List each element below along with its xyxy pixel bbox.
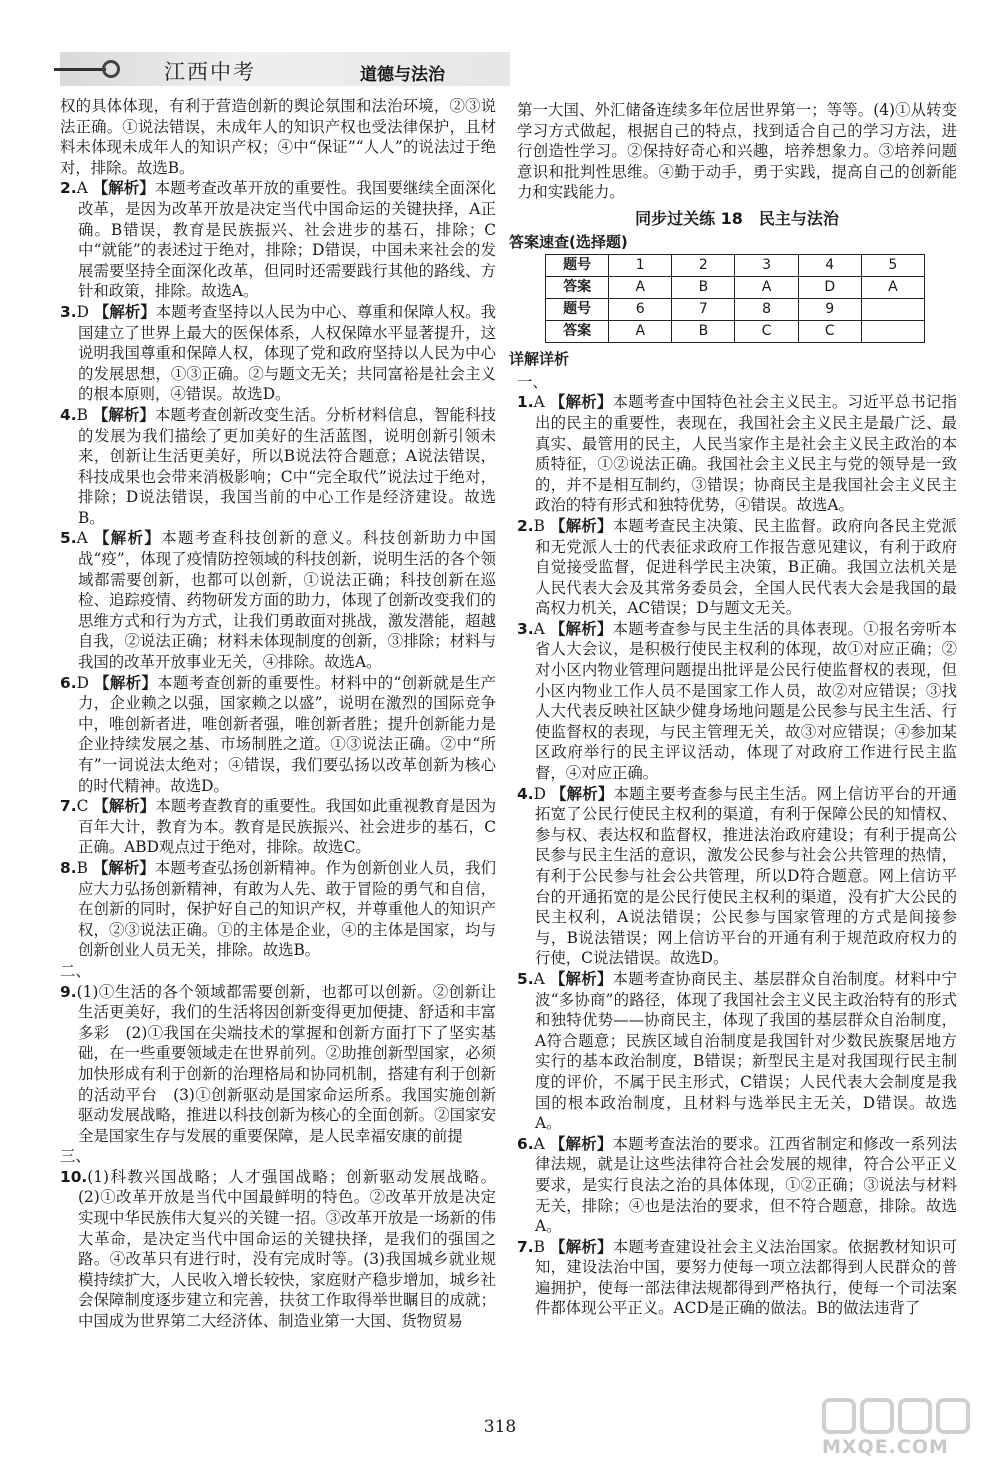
- detail-list: [517, 392, 957, 1319]
- continued-paragraph: 权的具体体现，有利于营造创新的舆论氛围和法治环境，②③说法正确。①说法错误，未成年人的知识产权也受法律保护，且材料未体现未成年人的知识产权；④中“保证”“人人”的说法过于绝对，排除。故选B。: [60, 97, 496, 177]
- answer-item: [517, 784, 957, 969]
- section-title: 同步过关练 18 民主与法治: [635, 208, 839, 228]
- answer-item: [517, 516, 957, 619]
- item-text: (1)科教兴国战略；人才强国战略；创新驱动发展战略。(2)①改革开放是当代中国最鲜明的特色。②改革开放是决定实现中华民族伟大复兴的关键一招。③改革开放是一场新的伟大革命，是决定当代中国命运的关键抉择，是我们的强国之路。④改革只有进行时，没有完成时等。(3)我国城乡就业规模持续扩大，人民收入增长较快，家庭财产稳步增加，城乡社会保障制度逐步建立和完善，扶贫工作取得举世瞩目的成就；中国成为世界第二大经济体、制造业第一大国、货物贸易: [78, 1167, 496, 1331]
- page-header: [60, 52, 510, 86]
- analysis-tag: 【解析】: [92, 858, 155, 877]
- table-cell: A: [735, 277, 798, 299]
- table-row: [546, 277, 925, 299]
- table-row-header: 答案: [546, 321, 609, 343]
- table-cell: 7: [672, 299, 735, 321]
- table-cell: C: [798, 321, 861, 343]
- item-number: 6.: [60, 673, 77, 692]
- item-answer: B: [76, 405, 88, 424]
- item-answer: A: [533, 1134, 545, 1153]
- subject-title: 道德与法治: [360, 65, 445, 85]
- table-row-header: 答案: [546, 277, 609, 299]
- item-answer: B: [533, 516, 545, 535]
- item-number: 3.: [517, 619, 534, 638]
- item-number: 10.: [60, 1167, 88, 1186]
- item-answer: B: [76, 858, 88, 877]
- item-number: 8.: [60, 858, 77, 877]
- table-row: [546, 255, 925, 277]
- item-answer: A: [533, 619, 545, 638]
- table-cell: [861, 321, 924, 343]
- table-row-header: 题号: [546, 299, 609, 321]
- table-cell: 1: [609, 255, 672, 277]
- arrow-target-icon: [54, 58, 128, 80]
- item-number: 7.: [60, 797, 77, 816]
- page-number: 318: [483, 1417, 517, 1437]
- table-cell: 4: [798, 255, 861, 277]
- right-column: [509, 100, 957, 1319]
- item-number: 5.: [60, 529, 77, 548]
- answer-item: [60, 1167, 496, 1332]
- table-row-header: 题号: [546, 255, 609, 277]
- item-answer: A: [533, 969, 545, 988]
- item-text: 本题考查建设社会主义法治国家。依据教材知识可知，建设法治中国，要努力使每一项立法都得到人民群众的普遍拥护，使每一部法律法规都得到严格执行，使每一个司法案件都体现公平正义。ACD是正确的做法。B的做法违背了: [535, 1237, 957, 1318]
- table-cell: 9: [798, 299, 861, 321]
- item-text: 本题考查改革开放的重要性。我国要继续全面深化改革，是因为改革开放是决定当代中国命运的关键抉择，A正确。B错误，教育是民族振兴、社会进步的基石，排除；C中“就能”的表述过于绝对，排除；D错误，中国未来社会的发展需要坚持全面深化改革，但同时还需要践行其他的路线、方针和政策，排除。故选A。: [78, 179, 496, 301]
- item-number: 1.: [517, 393, 534, 412]
- answer-item: [60, 673, 496, 797]
- item-text: 本题考查科技创新的意义。科技创新助力中国战“疫”，体现了疫情防控领域的科技创新，说明生活的各个领域都需要创新，也都可以创新，①说法正确；科技创新在巡检、追踪疫情、药物研发方面的助力，体现了创新改变我们的思维方式和行为方式，让我们勇敢面对挑战，激发潜能，超越自我，②说法正确；材料未体现制度的创新，③排除；材料与我国的改革开放事业无关，④排除。故选A。: [78, 529, 496, 672]
- item-text: 本题考查创新改变生活。分析材料信息，智能科技的发展为我们描绘了更加美好的生活蓝图，说明创新引领未来，创新让生活更美好，所以B说法符合题意；A说法错误，科技成果也会带来消极影响；C中“完全取代”说法过于绝对，排除；D说法错误，我国当前的中心工作是经济建设。故选B。: [78, 405, 496, 527]
- analysis-tag: 【解析】: [551, 784, 614, 803]
- answer-item: [517, 1237, 957, 1319]
- item-text: 本题考查协商民主、基层群众自治制度。材料中宁波“多协商”的路径，体现了我国社会主义民主政治特有的形式和独特优势——协商民主，体现了我国的基层群众自治制度，A符合题意；民族区域自治制度是我国针对少数民族聚居地方实行的基本政治制度，B错误；新型民主是对我国现行民主制度的评价，不属于民主形式，C错误；人民代表大会制度是我国的根本政治制度，且材料与选举民主无关，D错误。故选A。: [535, 969, 957, 1133]
- analysis-tag: 【解析】: [94, 673, 158, 692]
- item-text: 本题考查中国特色社会主义民主。习近平总书记指出的民主的重要性，表现在，我国社会主义民主是最广泛、最真实、最管用的民主，人民当家作主是社会主义民主政治的本质特征，①②说法正确。我国社会主义民主与党的领导是一致的，并不是相互制约，③错误；协商民主是我国社会主义民主政治的特有形式和独特优势，④错误。故选A。: [535, 393, 957, 515]
- table-cell: 3: [735, 255, 798, 277]
- item-answer: D: [533, 784, 546, 803]
- analysis-tag: 【解析】: [93, 797, 156, 816]
- item-answer: D: [76, 673, 89, 692]
- table-cell: 8: [735, 299, 798, 321]
- item-answer: B: [533, 1237, 545, 1256]
- analysis-tag: 【解析】: [549, 619, 613, 638]
- item-text: 本题考查民主决策、民主监督。政府向各民主党派和无党派人士的代表征求政府工作报告意见建议，有利于政府自觉接受监督，促进科学民主决策，B正确。我国立法机关是人民代表大会及其常务委员会，全国人民代表大会是我国的最高权力机关，AC错误；D与题文无关。: [535, 516, 957, 618]
- answer-item: [60, 528, 496, 672]
- answer-item: [60, 405, 496, 529]
- item-number: 3.: [60, 302, 77, 321]
- item-number: 6.: [517, 1134, 534, 1153]
- table-cell: C: [735, 321, 798, 343]
- analysis-tag: 【解析】: [93, 302, 156, 321]
- item-number: 9.: [60, 982, 77, 1001]
- table-row: [546, 299, 925, 321]
- item-answer: A: [533, 393, 545, 412]
- table-cell: A: [861, 277, 924, 299]
- item-text: 本题考查坚持以人民为中心、尊重和保障人权。我国建立了世界上最大的医保体系，人权保障水平显著提升，这说明我国尊重和保障人权，体现了党和政府坚持以人民为中心的发展思想，①③正确。②与题文无关；共同富裕是社会主义的根本原则，④错误。故选D。: [78, 302, 496, 404]
- analysis-tag: 【解析】: [94, 529, 162, 548]
- table-row: [546, 321, 925, 343]
- analysis-tag: 【解析】: [92, 179, 155, 198]
- table-cell: 2: [672, 255, 735, 277]
- item-number: 2.: [60, 179, 77, 198]
- table-cell: B: [672, 277, 735, 299]
- table-cell: D: [798, 277, 861, 299]
- item-answer: A: [76, 529, 88, 548]
- table-cell: A: [609, 321, 672, 343]
- answer-item: [517, 619, 957, 784]
- item-text: 本题考查教育的重要性。我国如此重视教育是因为百年大计，教育为本。教育是民族振兴、社会进步的基石，C正确。ABD观点过于绝对，排除。故选C。: [78, 797, 496, 857]
- answer-item: [60, 982, 496, 1147]
- answer-item: [60, 302, 496, 405]
- book-title: 江西中考: [164, 60, 256, 84]
- watermark-icon: [822, 1398, 982, 1434]
- table-cell: B: [672, 321, 735, 343]
- item-number: 7.: [517, 1237, 534, 1256]
- answer-item: [60, 858, 496, 961]
- quick-answer-label: 答案速查(选择题): [509, 232, 628, 251]
- part-mark: 一、: [517, 372, 548, 391]
- analysis-tag: 【解析】: [550, 1237, 613, 1256]
- analysis-tag: 【解析】: [549, 393, 613, 412]
- item-text: 本题考查弘扬创新精神。作为创新创业人员，我们应大力弘扬创新精神，有敢为人先、敢于冒险的勇气和自信，在创新的同时，保护好自己的知识产权，并尊重他人的知识产权，②③说法正确。①的主体是企业，④的主体是国家，均与创新创业人员无关，排除。故选B。: [78, 858, 496, 960]
- item-answer: C: [76, 797, 89, 816]
- watermark-url: MXQE.COM: [822, 1436, 949, 1458]
- analysis-tag: 【解析】: [92, 405, 155, 424]
- analysis-tag: 【解析】: [550, 516, 613, 535]
- analysis-tag: 【解析】: [549, 1134, 613, 1153]
- item-answer: D: [76, 302, 89, 321]
- table-cell: [861, 299, 924, 321]
- item-text: 本题主要考查参与民主生活。网上信访平台的开通拓宽了公民行使民主权利的渠道，有利于保障公民的知情权、参与权、表达权和监督权，推进法治政府建设；有利于提高公民参与民主生活的意识，激发公民参与社会公共管理的热情，有利于公民参与社会公共管理，所以D符合题意。网上信访平台的开通拓宽的是公民行使民主权利的渠道，没有扩大公民的民主权利，A说法错误；公民参与国家管理的方式是间接参与，B说法错误；网上信访平台的开通有利于规范政府权力的行使，C说法错误。故选D。: [535, 784, 957, 968]
- continued-answer: 第一大国、外汇储备连续多年位居世界第一；等等。(4)①从转变学习方式做起，根据自己的特点，找到适合自己的学习方法，进行创造性学习。②保持好奇心和兴趣，培养想象力。③培养问题意识和批判性思维。④勤于动手，勇于实践，提高自己的创新能力和实践能力。: [517, 101, 957, 202]
- left-column: [60, 96, 496, 1332]
- answer-item: [517, 1134, 957, 1237]
- answer-item: [60, 178, 496, 302]
- item-text: 本题考查法治的要求。江西省制定和修改一系列法律法规，就是让这些法律符合社会发展的规律，符合公平正义要求，是实行良法之治的具体体现，①②正确；③说法与材料无关，排除；④也是法治的要求，但不符合题意，排除。故选A。: [535, 1134, 957, 1236]
- section-mark: 三、: [60, 1147, 91, 1166]
- item-text: 本题考查参与民主生活的具体表现。①报名旁听本省人大会议，是积极行使民主权利的体现，故①对应正确；②对小区内物业管理问题提出批评是公民行使监督权的表现，但小区内物业工作人员不是国家工作人员，故②对应错误；③找人大代表反映社区缺少健身场地问题是公民参与民主生活、行使监督权的表现，与民主管理无关，故③对应错误；④参加某区政府举行的民主评议活动，体现了对政府工作进行民主监督，④对应正确。: [535, 619, 957, 783]
- item-number: 4.: [60, 405, 77, 424]
- answer-item: [517, 969, 957, 1134]
- answer-item: [60, 796, 496, 858]
- item-text: 本题考查创新的重要性。材料中的“创新就是生产力，企业赖之以强，国家赖之以盛”，说明在激烈的国际竞争中，唯创新者进，唯创新者强，唯创新者胜；提升创新能力是企业持续发展之基、市场制胜之道。①③说法正确。②中“所有”一词说法太绝对；④错误，我们要弘扬以改革创新为核心的时代精神。故选D。: [78, 673, 496, 795]
- detail-label: 详解详析: [509, 350, 570, 369]
- table-cell: A: [609, 277, 672, 299]
- item-number: 5.: [517, 969, 534, 988]
- answer-table: [545, 254, 925, 343]
- item-number: 2.: [517, 516, 534, 535]
- watermark-logo: [822, 1398, 982, 1468]
- answer-item: [517, 392, 957, 516]
- section-mark: 二、: [60, 961, 91, 980]
- analysis-tag: 【解析】: [549, 969, 613, 988]
- table-cell: 6: [609, 299, 672, 321]
- table-cell: 5: [861, 255, 924, 277]
- item-number: 4.: [517, 784, 534, 803]
- item-text: (1)①生活的各个领域都需要创新，也都可以创新。②创新让生活更美好，我们的生活将因创新变得更加便捷、舒适和丰富多彩 (2)①我国在尖端技术的掌握和创新方面打下了坚实基础，在一些重要领域走在世界前列。②助推创新型国家，必须加快形成有利于创新的治理格局和协同机制，搭建有利于创新的活动平台 (3)①创新驱动是国家命运所系。我国实施创新驱动发展战略，推进以科技创新为核心的全面创新。②国家安全是国家生存与发展的重要保障，是人民幸福安康的前提: [76, 982, 496, 1145]
- item-answer: A: [76, 179, 88, 198]
